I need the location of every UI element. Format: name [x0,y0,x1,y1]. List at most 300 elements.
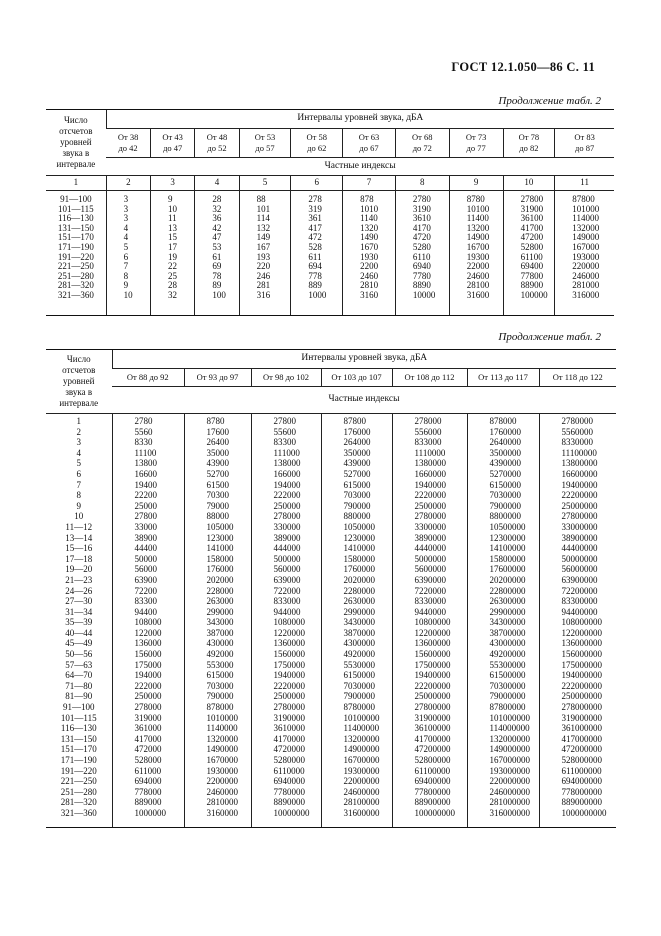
table1-cell: 316000 [572,289,600,300]
table2-cell: 1760000 [489,426,521,437]
table2-cell: 72200 [134,585,157,596]
table1-cell: 1010 [360,203,379,214]
table1-value-column [449,191,503,316]
table1-column-number: 9 [449,176,503,191]
table2-cell: 108000000 [561,617,602,628]
table2-row-label: 31—34 [65,606,93,617]
table2-cell: 101000000 [489,712,530,723]
table2-cell: 3430000 [343,617,375,628]
table1-cell: 3190 [412,203,431,214]
table2-cell: 1080000 [273,617,305,628]
table2-cell: 2460000 [206,786,238,797]
table1-cell: 167 [256,241,271,252]
table2-cell: 4170000 [273,733,305,744]
table1-cell: 7 [123,261,129,272]
table2-cell: 25000000 [561,500,598,511]
table1-interval-line: От 63 [358,132,380,142]
table2-cell: 61500000 [489,670,526,681]
table1-cell: 1000 [308,289,327,300]
table1-value-column [555,191,614,316]
table2-row-label: 1 [76,416,81,426]
page-header: ГОСТ 12.1.050—86 С. 11 [451,60,595,74]
table2-cell: 343000 [206,617,234,628]
table1-cell: 528 [308,241,322,252]
table1-row-label: 151—170 [57,232,94,243]
table2-cell: 70300 [206,490,229,501]
table2-cell: 13800 [134,458,157,469]
table1-cell: 47200 [520,232,544,243]
table1-cell: 2460 [360,270,379,281]
table2-cell: 94400000 [561,606,598,617]
table2-cell: 14100000 [489,543,526,554]
table1-row-label: 191—220 [57,251,94,262]
table2-value-column [539,414,616,828]
table2-cell: 16700000 [343,755,380,765]
table1-interval-line: От 58 [306,132,327,142]
table2-cell: 122000 [134,627,162,638]
table2-cell: 19400000 [414,670,451,681]
table2-cell: 878000 [206,702,234,713]
table2-cell: 38700000 [489,627,526,638]
table1-interval-header [195,129,239,158]
table2-cell: 43000000 [489,638,526,649]
table2-interval-header: От 118 до 122 [539,369,616,387]
table2-cell: 4720000 [273,744,305,755]
table2-cell: 361000 [134,723,162,734]
table2-cell: 61100000 [414,765,451,776]
table2-cell: 22000000 [343,776,380,787]
table1-interval-header [395,129,449,158]
table2-cell: 77800000 [414,786,451,797]
table2-cell: 2780000 [414,511,446,522]
table2-cell: 350000 [343,447,371,458]
table1-cell: 8 [123,270,129,281]
table2-cell: 222000 [273,490,301,501]
table2-row-label: 57—63 [65,659,93,670]
table2-cell: 15800000 [489,553,526,564]
table2-row-label: 27—30 [65,596,93,607]
table1-interval-line: От 43 [162,132,183,142]
table2-row-label: 64—70 [65,670,93,681]
table1-cell: 10 [123,289,133,300]
table2-cell: 264000 [343,437,371,448]
table2-cell: 560000 [273,564,301,575]
table1-cell: 2810 [360,280,379,291]
table2-cell: 7030000 [489,490,521,501]
table1-value-column [151,191,195,316]
table2-cell: 193000000 [489,765,530,776]
table1-cell: 36 [212,213,222,224]
table2-cell: 250000 [273,500,301,511]
table2-cell: 11100000 [561,447,597,458]
table2-cell: 16600 [134,468,157,479]
table2-cell: 43900 [206,458,229,469]
table2-cell: 27800000 [414,702,451,713]
table2 [46,349,616,828]
table1-cell: 1930 [360,251,379,262]
table2-cell: 136000000 [561,638,602,649]
table1-cell: 278 [308,194,322,204]
table1-cell: 100 [212,289,226,300]
table1-interval-line: до 62 [307,143,327,153]
table1-interval-line: до 52 [207,143,227,153]
table1-cell: 611 [308,251,322,262]
table1-cell: 101000 [572,203,600,214]
table2-cell: 15600000 [414,649,451,660]
table1-interval-header [239,129,291,158]
table2-cell: 1580000 [343,553,375,564]
table2-cell: 9440000 [414,606,446,617]
table1-row-label: 131—150 [57,222,94,233]
table1-cell: 19 [168,251,177,262]
table1-cell: 114000 [572,213,599,224]
table2-row-label: 15—16 [65,543,93,554]
table1-interval-header [343,129,396,158]
table2-cell: 2220000 [273,680,305,691]
table2-row-label: 10 [74,511,84,522]
table1-cell: 25 [168,270,177,281]
table2-cell: 1010000 [206,712,238,723]
table1-cell: 22 [168,261,177,272]
table2-cell: 615000 [343,479,371,490]
table2-cell: 87800000 [489,702,526,713]
table1-interval-line: до 67 [359,143,379,153]
table2-row-label: 131—150 [60,733,97,744]
table2-cell: 611000000 [561,765,602,776]
table2-cell: 1110000 [414,447,446,458]
table1-column-number: 3 [151,176,195,191]
table2-cell: 2280000 [343,585,375,596]
table2-cell: 87800 [343,416,366,426]
table2-cell: 63900000 [561,574,598,585]
table2-cell: 13600000 [414,638,451,649]
table1-cell: 9 [168,194,173,204]
table2-cell: 202000 [206,574,234,585]
table2-cell: 3610000 [273,723,305,734]
table2-cell: 175000000 [561,659,602,670]
table2-cell: 50000000 [561,553,598,564]
table2-cell: 47200000 [414,744,451,755]
table1-column-number: 8 [395,176,449,191]
table2-cell: 694000000 [561,776,602,787]
table1-cell: 3 [123,203,129,214]
table2-cell: 889000 [134,797,162,808]
table2-cell: 8780 [206,416,225,426]
table2-row-label: 50—56 [65,649,93,660]
table2-cell: 83300 [134,596,157,607]
table2-cell: 5280000 [273,755,305,765]
table2-cell: 44400 [134,543,157,554]
table2-cell: 13800000 [561,458,598,469]
table1-interval-line: От 78 [518,132,540,142]
table1-cell: 246000 [572,270,600,281]
table1-interval-line: От 53 [254,132,276,142]
table2-cell: 2020000 [343,574,375,585]
table2-cell: 31900000 [414,712,451,723]
table1-value-column [195,191,239,316]
table1-cell: 9 [123,280,129,291]
table1-row-label: 171—190 [57,241,94,252]
table1-interval-line: От 48 [206,132,228,142]
table2-cell: 2640000 [489,437,521,448]
table2-cell: 31600000 [343,807,380,818]
table1-value-column [239,191,291,316]
table2-cell: 69400000 [414,776,451,787]
table1-cell: 4 [123,222,129,233]
table2-row-label: 171—190 [60,755,97,765]
table2-cell: 2780 [134,416,153,426]
table1-row-label: 251—280 [57,270,94,281]
table2-cell: 5270000 [489,468,521,479]
table2-cell: 26400 [206,437,229,448]
table2-cell: 299000 [206,606,234,617]
table1-cell: 417 [308,222,322,233]
table2-row-label: 4 [76,447,81,458]
table2-cell: 41700000 [414,733,451,744]
table2-cell: 7900000 [343,691,375,702]
table2-cell: 1050000 [343,521,375,532]
table2-cell: 472000000 [561,744,602,755]
table1-cell: 77800 [520,270,544,281]
table1-column-number: 10 [503,176,555,191]
table2-cell: 108000 [134,617,162,628]
table1-value-column [106,191,150,316]
table1-cell: 10000 [412,289,436,300]
table1-interval-line: От 83 [574,132,595,142]
table1-cell: 2200 [360,261,379,272]
table2-cell: 1940000 [273,670,305,681]
table2-cell: 7220000 [414,585,446,596]
table2-cell: 156000 [134,649,162,660]
table2-cell: 1750000 [273,659,305,670]
table2-cell: 444000 [273,543,301,554]
table2-cell: 639000 [273,574,301,585]
table2-cell: 56000000 [561,564,598,575]
table1-cell: 22000 [466,261,490,272]
table2-cell: 6940000 [273,776,305,787]
table2-subheader: Частные индексы [112,387,616,414]
table2-cell: 26300000 [489,596,526,607]
table2-row-labels [46,414,112,828]
table1-cell: 7780 [412,270,431,281]
table1-cell: 246 [256,270,271,281]
table1-cell: 16700 [466,241,490,252]
table2-cell: 70300000 [489,680,526,691]
table1-value-column [343,191,396,316]
table1-cell: 28 [212,194,222,204]
table2-cell: 122000000 [561,627,602,638]
table2-cell: 50000 [134,553,157,564]
table2-row-label: 251—280 [60,786,97,797]
table1-cell: 41700 [520,222,544,233]
table2-stub-header: Число отсчетов уровней звука в интервале [46,350,112,414]
table1-cell: 361 [308,213,322,224]
table1-stub-header: Число отсчетов уровней звука в интервале [46,110,106,176]
table2-cell: 500000 [273,553,301,564]
table2-cell: 56000 [134,564,157,575]
table2-cell: 1490000 [206,744,238,755]
table1-interval-line: до 42 [118,143,138,153]
table2-cell: 5530000 [343,659,375,670]
table2-row-label: 6 [76,468,81,479]
table1-cell: 149 [256,232,271,243]
table2-row-label: 3 [76,437,81,448]
table1-cell: 31900 [520,203,544,214]
table2-cell: 2780000 [561,416,593,426]
table2-cell: 8800000 [489,511,521,522]
table2-cell: 2500000 [273,691,305,702]
table2-cell: 316000000 [489,807,530,818]
table1-interval-header [503,129,555,158]
table2-cell: 49200000 [489,649,526,660]
table1-row-label: 101—115 [58,203,94,214]
table2-cell: 611000 [134,765,162,776]
table2-cell: 2500000 [414,500,446,511]
table1-cell: 114 [256,213,270,224]
table2-cell: 5560 [134,426,153,437]
table2-value-column [321,414,392,828]
table1-interval-line: до 47 [163,143,183,153]
table2-row-label: 40—44 [65,627,93,638]
table1-cell: 1320 [360,222,379,233]
table1-cell: 13 [168,222,177,233]
table1-cell: 281000 [572,280,600,291]
table2-cell: 2780000 [273,702,305,713]
table2-row-label: 7 [76,479,81,490]
table2-interval-header: От 103 до 107 [321,369,392,387]
table2-row-label: 116—130 [60,723,97,734]
table2-cell: 246000000 [489,786,530,797]
table1-column-number: 6 [291,176,343,191]
table1-cell: 4170 [412,222,431,233]
table1-group-header: Интервалы уровней звука, дБА [106,110,614,129]
table2-cell: 1760000 [343,564,375,575]
table1-interval-line: до 77 [466,143,486,153]
table2-cell: 1000000 [134,807,166,818]
table2-cell: 7030000 [343,680,375,691]
table2-cell: 156000000 [561,649,602,660]
table1-cell: 27800 [520,194,544,204]
table1-cell: 3160 [360,289,379,300]
table2-cell: 4390000 [489,458,521,469]
table1-cell: 17 [168,241,177,252]
table2-cell: 138000 [273,458,301,469]
table2-cell: 7780000 [273,786,305,797]
table1-cell: 101 [256,203,271,214]
table2-cell: 1940000 [414,479,446,490]
table2-cell: 1670000 [206,755,238,765]
table2-cell: 55300000 [489,659,526,670]
table2-cell: 25000 [134,500,157,511]
table2-row-label: 2 [76,426,81,437]
table2-cell: 5560000 [561,426,593,437]
table2-cell: 694000 [134,776,162,787]
table2-cell: 88900000 [414,797,451,808]
table2-row-label: 101—115 [60,712,97,723]
table2-cell: 878000 [489,416,517,426]
table2-cell: 1560000 [273,649,305,660]
table1-cell: 47 [212,232,222,243]
table1-row-label: 281—320 [57,280,94,291]
table1-cell: 8890 [412,280,431,291]
table2-cell: 6110000 [273,765,305,776]
table1-cell: 24600 [466,270,490,281]
table1-column-number: 4 [195,176,239,191]
table2-cell: 52800000 [414,755,451,765]
table2-cell: 278000 [273,511,301,522]
table1-cell: 132 [256,222,271,233]
table1-cell: 132000 [572,222,600,233]
table1-column-number: 1 [46,176,106,191]
table2-cell: 24600000 [343,786,380,797]
table2-cell: 1000000000 [561,807,607,818]
table1-interval-line: до 87 [575,143,595,153]
table1-column-number: 7 [343,176,396,191]
table2-cell: 6150000 [343,670,375,681]
table1-cell: 15 [168,232,177,243]
table2-cell: 615000 [206,670,234,681]
table2-cell: 22200000 [414,680,451,691]
table2-row-label: 24—26 [65,585,93,596]
table1 [46,109,614,316]
table2-cell: 430000 [206,638,234,649]
table2-cell: 194000 [134,670,162,681]
table2-cell: 61500 [206,479,229,490]
table2-row-label: 5 [76,458,81,469]
table2-cell: 33000000 [561,521,598,532]
table2-cell: 27800 [273,416,296,426]
table2-cell: 417000 [134,733,162,744]
table2-row-label: 71—80 [65,680,93,691]
table2-cell: 5600000 [414,564,446,575]
table2-cell: 10100000 [343,712,380,723]
table2-cell: 2220000 [414,490,446,501]
table1-cell: 31600 [466,289,490,300]
table1-cell: 3 [123,194,129,204]
table2-cell: 1230000 [343,532,375,543]
table2-cell: 136000 [134,638,162,649]
table2-cell: 4920000 [343,649,375,660]
table2-cell: 20200000 [489,574,526,585]
table2-cell: 1930000 [206,765,238,776]
table2-cell: 1410000 [343,543,375,554]
table2-cell: 19400000 [561,479,598,490]
table2-cell: 38900000 [561,532,598,543]
table2-cell: 3300000 [414,521,446,532]
table2-cell: 778000000 [561,786,602,797]
table2-cell: 330000 [273,521,301,532]
table1-cell: 14900 [466,232,490,243]
table1-cell: 4 [123,232,129,243]
table2-cell: 141000 [206,543,234,554]
table1-cell: 694 [308,261,322,272]
table2-cell: 13200000 [343,733,380,744]
table2-cell: 8780000 [343,702,375,713]
table2-value-column [112,414,184,828]
table2-cell: 52700 [206,468,229,479]
table2-row-label: 81—90 [65,691,93,702]
table2-cell: 176000 [343,426,371,437]
table2-cell: 166000 [273,468,301,479]
table1-interval-header [449,129,503,158]
table2-row-label: 191—220 [60,765,97,776]
table2-row-label: 45—49 [65,638,93,649]
table2-cell: 10500000 [489,521,526,532]
table2-cell: 263000 [206,596,234,607]
table1-cell: 78 [212,270,222,281]
table2-cell: 11100 [134,447,157,458]
table1-cell: 889 [308,280,322,291]
